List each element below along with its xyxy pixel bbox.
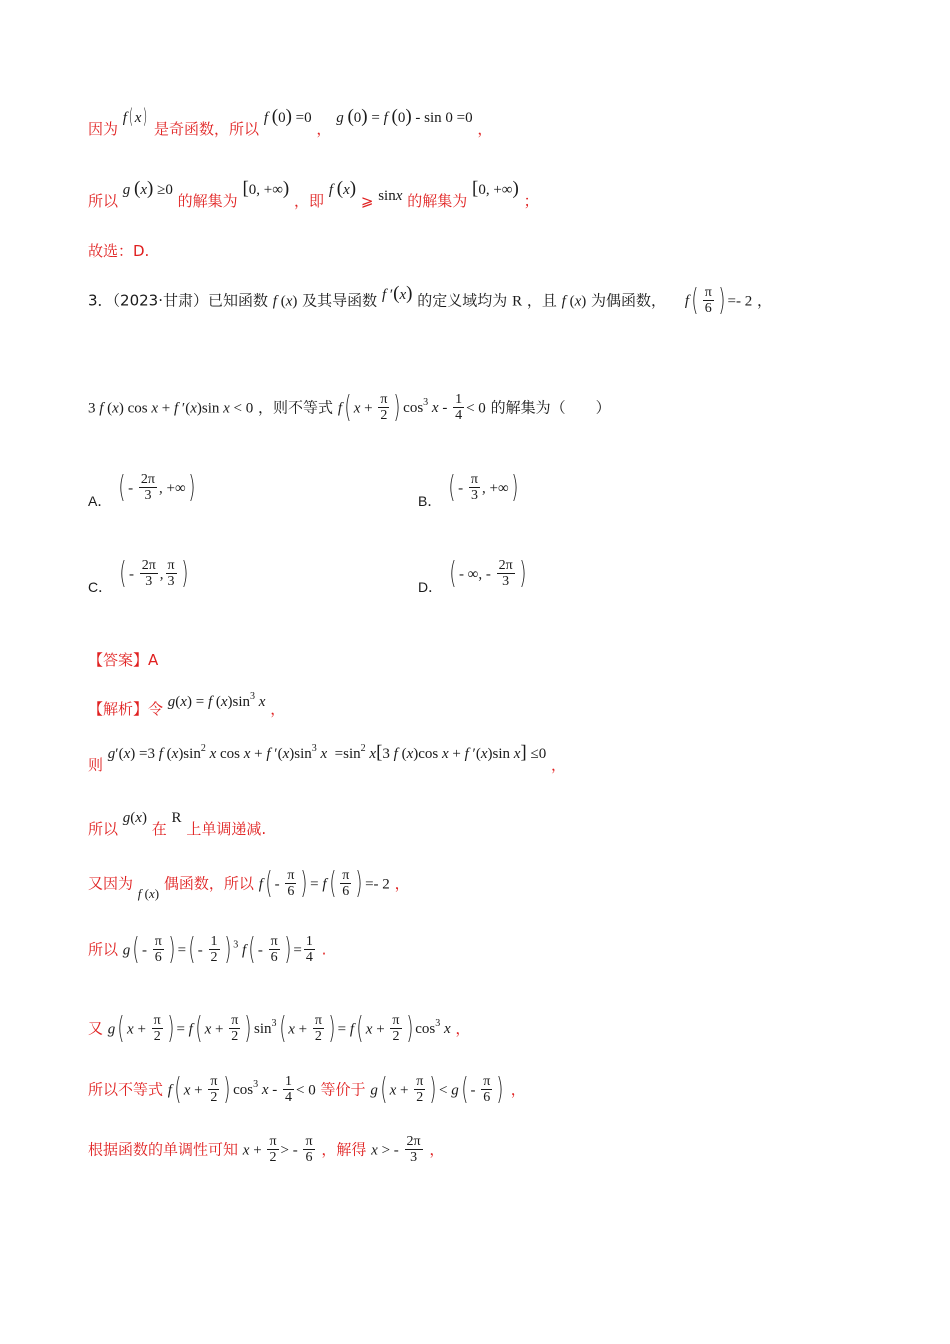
question-3-line-1: 3．（2023·甘肃）已知函数 f (x) 及其导函数 f ′(x) 的定义域均为 R ，且 f (x) 为偶函数， f( $\frac{\pi}{6}$ ) =- 2 ， xyxy=(88,282,773,318)
text: 的解集为 xyxy=(177,192,238,210)
text: ， xyxy=(270,700,286,718)
analysis-line-5: 所以 g( - $\frac{\pi}{6}$ ) =( - $\frac{1}{2}$ ) $^3$ f( - $\frac{\pi}{6}$ ) = $\frac{1}{4}$ . xyxy=(88,931,327,967)
text: ， xyxy=(455,1019,471,1038)
text: 及其导函数 xyxy=(302,291,378,310)
text: ，即 xyxy=(294,192,325,210)
choice-label: D． xyxy=(418,579,443,596)
choice-label: B． xyxy=(418,493,442,510)
question-number: 3．（2023·甘肃）已知函数 xyxy=(88,291,268,310)
text: 偶函数，所以 xyxy=(163,874,254,893)
text: 则 xyxy=(88,756,104,774)
text: ， xyxy=(510,1080,526,1099)
text: ； xyxy=(523,192,539,210)
analysis-line-2: 则 g′(x) =3 f $(x)\sin^2$ x cos x + f $'(x)\sin^3$ $x =\sin^2$ x[3 f (x)cos x + f ′(x)sin x] ≤0 ， xyxy=(88,742,567,774)
text: 故选：D. xyxy=(88,242,150,260)
answer-label: 【答案】A xyxy=(88,651,159,669)
choice-label: A． xyxy=(88,493,112,510)
solution-line-2: 所以 g (x) ≥0 的解集为 [0, +∞) ，即 f (x) ⩾ sinx 的解集为 [0, +∞) ； xyxy=(88,178,539,210)
analysis-line-7: 所以不等式 f( x + $\frac{\pi}{2}$ ) $\cos^3 x$ - $\frac{1}{4}$ < 0 等价于 g( x + $\frac{\pi}{2}$ ) < g( - $\frac{\pi}{6}$ ) ， xyxy=(88,1071,526,1107)
choice-a[interactable]: A． ( - $\frac{2\pi}{3}$ , +∞) xyxy=(88,469,196,510)
choice-label: C． xyxy=(88,579,113,596)
text: ，则不等式 xyxy=(258,398,334,417)
text: 因为 xyxy=(88,120,119,138)
text: ， xyxy=(316,120,332,138)
text: ， xyxy=(551,756,567,774)
text: 在 xyxy=(151,820,167,838)
solution-line-3 xyxy=(88,240,870,261)
text: 为偶函数， xyxy=(591,291,667,310)
choice-d[interactable]: D． ( - ∞, - $\frac{2\pi}{3}$ ) xyxy=(418,555,527,596)
answer-line xyxy=(88,649,870,670)
real-set: R xyxy=(171,810,182,826)
text: ， xyxy=(429,1140,445,1159)
text: 是奇函数，所以 xyxy=(154,120,260,138)
analysis-line-1: 【解析】令 g(x) = f $(x)\sin^3$ x ， xyxy=(88,691,286,718)
analysis-line-8: 根据函数的单调性可知 x + $\frac{\pi}{2}$ > - $\frac{\pi}{6}$ ，解得 x > - $\frac{2\pi}{3}$ ， xyxy=(88,1134,445,1166)
choice-c[interactable]: C． ( - $\frac{2\pi}{3}$ , $\frac{\pi}{3}$ ) xyxy=(88,555,188,596)
text: ， xyxy=(757,291,773,310)
choice-b[interactable]: B． ( - $\frac{\pi}{3}$ , +∞) xyxy=(418,469,519,510)
text: 根据函数的单调性可知 xyxy=(88,1140,239,1159)
text: 等价于 xyxy=(320,1080,366,1099)
text: 所以 xyxy=(88,820,119,838)
question-3-line-2: 3 f (x) cos x + f ′(x)sin x < 0 ，则不等式 f( x + $\frac{\pi}{2}$ ) $\cos^3 x$ - $\frac{1}{4}$ < 0 的解集为（ ） xyxy=(88,389,611,425)
text: 上单调递减. xyxy=(186,820,267,838)
text: 又 xyxy=(88,1019,104,1038)
text: ， xyxy=(394,874,410,893)
text: 所以 xyxy=(88,940,119,959)
text: ， xyxy=(477,120,493,138)
analysis-line-4: 又因为 f (x) 偶函数，所以 f( - $\frac{\pi}{6}$ ) = f( $\frac{\pi}{6}$ ) =- 2 ， xyxy=(88,865,410,902)
text: 的解集为（ ） xyxy=(490,398,611,417)
text: 所以 xyxy=(88,192,119,210)
text: . xyxy=(321,940,327,959)
analysis-label: 【解析】令 xyxy=(88,700,164,718)
real-set: R xyxy=(512,293,523,310)
text: 又因为 xyxy=(88,874,134,893)
text: ，解得 xyxy=(321,1140,367,1159)
analysis-line-6: 又 g( x + $\frac{\pi}{2}$ ) = f( x + $\frac{\pi}{2}$ ) $\sin^3$( x + $\frac{\pi}{2}$ ) = f( x + $\frac{\pi}{2}$ ) $\cos^3 x$ ， xyxy=(88,1010,471,1046)
solution-line-1: 因为 f( x) 是奇函数，所以 f (0) =0 ， g (0) = f (0) - sin 0 =0 ， xyxy=(88,103,493,138)
text: 的定义域均为 xyxy=(417,291,508,310)
analysis-line-3: 所以 g(x) 在 R 上单调递减. xyxy=(88,810,267,838)
text: 所以不等式 xyxy=(88,1080,164,1099)
text: 的解集为 xyxy=(407,192,468,210)
text: ，且 xyxy=(526,291,557,310)
